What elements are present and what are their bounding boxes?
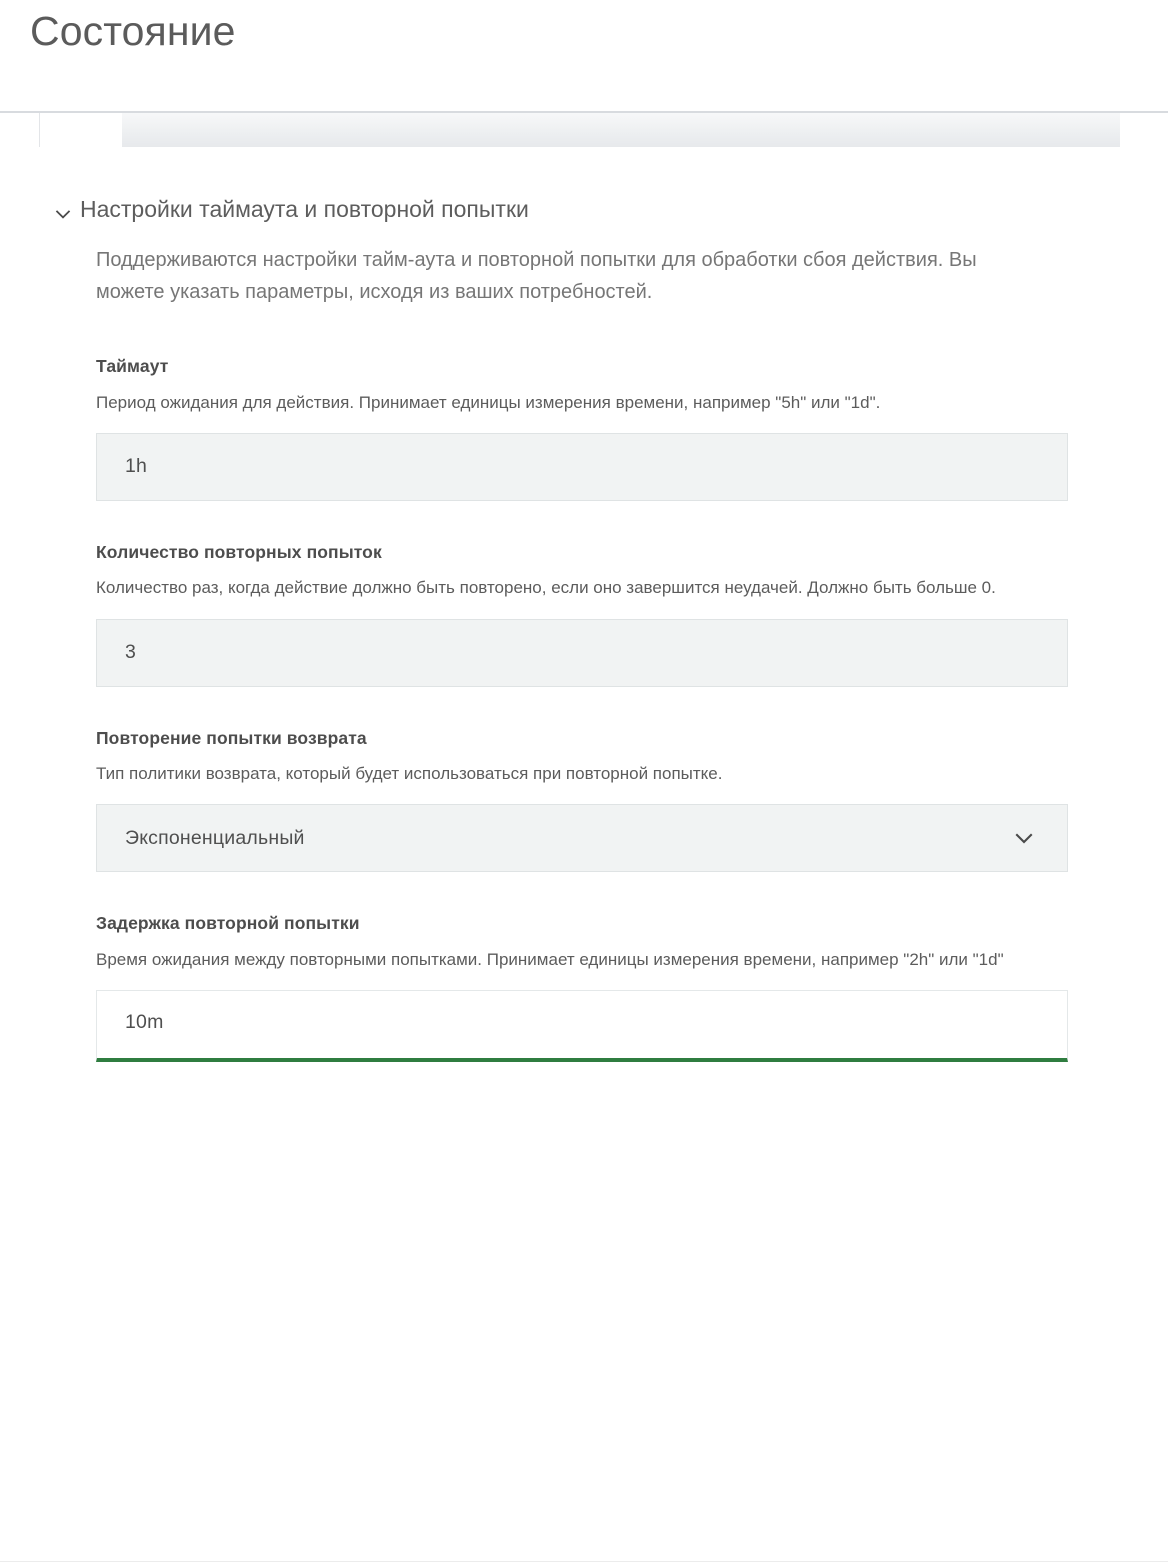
field-description: Период ожидания для действия. Принимает единицы измерения времени, например "5h" или "1d". xyxy=(96,392,881,412)
field-label: Количество повторных попыток xyxy=(96,541,382,562)
input-value: 1h xyxy=(125,455,148,478)
vertical-divider xyxy=(39,113,40,147)
section-header[interactable] xyxy=(46,193,1168,228)
loading-placeholder-bar xyxy=(122,113,1120,147)
field-description: Тип политики возврата, который будет использоваться при повторной попытке. xyxy=(96,764,723,784)
field-label: Задержка повторной попытки xyxy=(96,913,360,934)
settings-field-list xyxy=(96,355,1168,1063)
input-value: 10m xyxy=(125,1011,164,1034)
input-value: 3 xyxy=(125,641,137,664)
field-label: Повторение попытки возврата xyxy=(96,727,367,748)
retry-count-input[interactable] xyxy=(96,619,1068,687)
chevron-down-icon[interactable] xyxy=(1009,823,1043,853)
main-content xyxy=(0,151,1168,1062)
timeout-input[interactable] xyxy=(96,433,1068,501)
field-timeout xyxy=(96,355,1168,501)
select-value: Экспоненциальный xyxy=(125,826,305,849)
page-title: Состояние xyxy=(30,8,236,54)
toolbar-placeholder-strip xyxy=(0,113,1168,151)
field-label: Таймаут xyxy=(96,355,169,376)
field-retry-delay xyxy=(96,912,1168,1062)
retry-delay-input[interactable] xyxy=(96,990,1068,1062)
section-description: Поддерживаются настройки тайм-аута и повторной попытки для обработки сбоя действия. Вы можете указать параметры, исходя из ваших потребностей. xyxy=(96,249,977,304)
section-title: Настройки таймаута и повторной попытки xyxy=(80,196,529,222)
page-header xyxy=(0,0,1168,113)
field-backoff-policy xyxy=(96,727,1168,873)
section-timeout-retry-settings xyxy=(0,193,1168,1062)
field-retry-count xyxy=(96,541,1168,687)
field-description: Время ожидания между повторными попытками. Принимает единицы измерения времени, например "2h" или "1d" xyxy=(96,950,1004,970)
backoff-policy-select[interactable] xyxy=(96,804,1068,872)
field-description: Количество раз, когда действие должно быть повторено, если оно завершится неудачей. Должно быть больше 0. xyxy=(96,578,996,598)
chevron-down-icon[interactable] xyxy=(46,193,80,228)
